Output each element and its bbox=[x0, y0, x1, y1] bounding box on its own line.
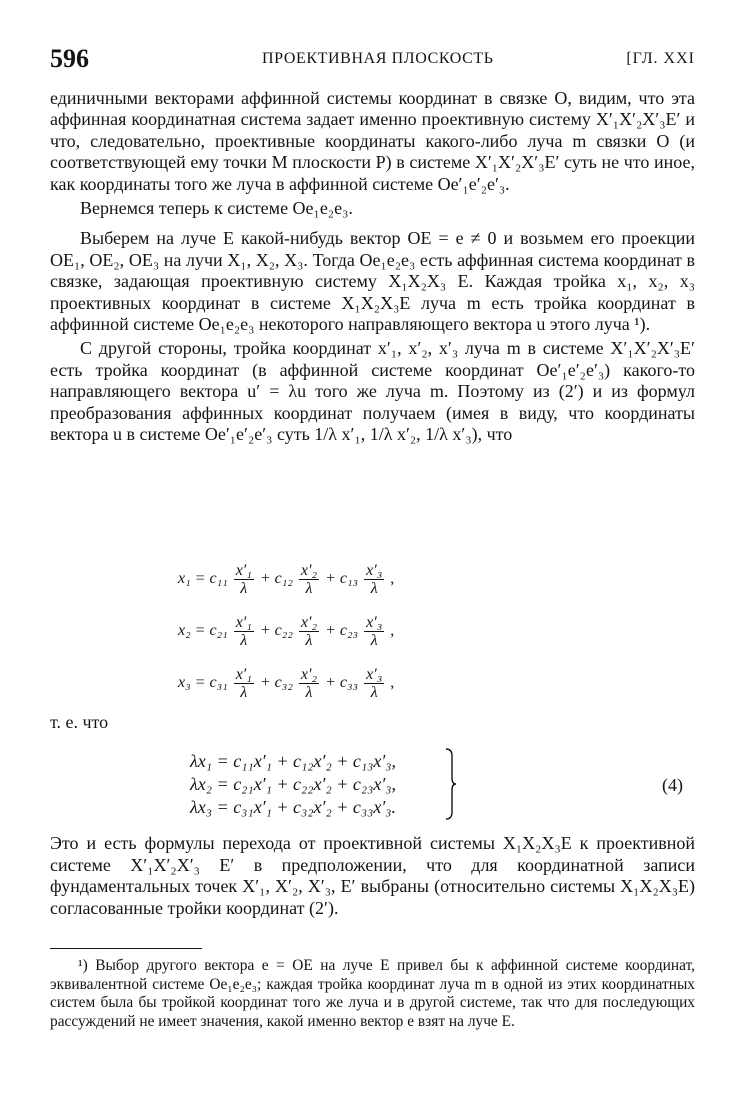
system-line: λx₁ = c₁₁x′₁ + c₁₂x′₂ + c₁₃x′₃, bbox=[190, 751, 397, 771]
chapter-label: [ГЛ. XXI bbox=[626, 50, 695, 67]
fraction: $\frac{\text{x′₂}}{\lambda}$ bbox=[300, 614, 318, 649]
fraction: $\frac{\text{x′₃}}{\lambda}$ bbox=[366, 614, 383, 649]
equation-row: x₃ = c₃₁ $\frac{\text{x′₁}}{\lambda}$ + c₃₂ $\frac{\text{x′₂}}{\lambda}$ + c₃₃ $\frac{\text{x′₃}}{\lambda}$ , bbox=[178, 666, 395, 701]
footnote-rule bbox=[50, 948, 202, 949]
paragraph-3: Выберем на луче E какой-нибудь вектор OE = e ≠ 0 и возьмем его проекции OE₁, OE₂, OE₃ на лучи X₁, X₂, X₃. Тогда Oe₁e₂e₃ есть аффинная система координат в связке, задающая проективную систему X₁X₂X₃ E. Каждая тройка x₁, x₂, x₃ проективных координат в системе X₁X₂X₃E луча m есть тройка координат в аффинной системе Oe₁e₂e₃ некоторого направляющего вектора u этого луча ¹). bbox=[50, 228, 695, 335]
running-title: ПРОЕКТИВНАЯ ПЛОСКОСТЬ bbox=[262, 50, 494, 67]
te-label: т. е. что bbox=[50, 712, 109, 732]
equation-lhs: x₃ = c₃₁ bbox=[178, 674, 228, 692]
footnote: ¹) Выбор другого вектора e = OE на луче E привел бы к аффинной системе координат, эквивалентной системе Oe₁e₂e₃; каждая тройка координат луча m в одной из этих координатных систем была бы тройкой координат того же луча и в другой системе, так что для последующих рассуждений не имеет значения, какой именно вектор e взят на луче E. bbox=[50, 957, 695, 1030]
page-number: 596 bbox=[50, 44, 89, 73]
equation-row: x₁ = c₁₁ $\frac{\text{x′₁}}{\lambda}$ + c₁₂ $\frac{\text{x′₂}}{\lambda}$ + c₁₃ $\frac{\text{x′₃}}{\lambda}$ , bbox=[178, 562, 395, 597]
fraction: $\frac{\text{x′₁}}{\lambda}$ bbox=[235, 562, 252, 597]
equation-lhs: x₁ = c₁₁ bbox=[178, 570, 228, 588]
system-line: λx₃ = c₃₁x′₁ + c₃₂x′₂ + c₃₃x′₃. bbox=[190, 797, 397, 817]
equation-number: (4) bbox=[662, 775, 683, 795]
paragraph-2: Вернемся теперь к системе Oe₁e₂e₃. bbox=[80, 198, 353, 219]
paragraph-4: С другой стороны, тройка координат x′₁, x′₂, x′₃ луча m в системе X′₁X′₂X′₃E′ есть тройка координат (в аффинной системе координат Oe′₁e′₂e′₃) какого-то направляющего вектора u′ = λu того же луча m. Поэтому из (2′) и из формул преобразования аффинных координат получаем (имея в виду, что координаты вектора u в системе Oe′₁e′₂e′₃ суть 1/λ x′₁, 1/λ x′₂, 1/λ x′₃), что bbox=[50, 338, 695, 445]
main-text bbox=[50, 88, 695, 446]
fraction: $\frac{\text{x′₃}}{\lambda}$ bbox=[366, 666, 383, 701]
system-line: λx₂ = c₂₁x′₁ + c₂₂x′₂ + c₂₃x′₃, bbox=[190, 774, 397, 794]
fraction: $\frac{\text{x′₁}}{\lambda}$ bbox=[235, 614, 252, 649]
fraction: $\frac{\text{x′₁}}{\lambda}$ bbox=[235, 666, 252, 701]
conclusion-paragraph: Это и есть формулы перехода от проективной системы X₁X₂X₃E к проективной системе X′₁X′₂X′₃ E′ в предположении, что для координатной записи фундаментальных точек X′₁, X′₂, X′₃, E′ выбраны (относительно системы X₁X₂X₃E) согласованные тройки координат (2′). bbox=[50, 833, 695, 918]
equation-row: x₂ = c₂₁ $\frac{\text{x′₁}}{\lambda}$ + c₂₂ $\frac{\text{x′₂}}{\lambda}$ + c₂₃ $\frac{\text{x′₃}}{\lambda}$ , bbox=[178, 614, 395, 649]
equation-lhs: x₂ = c₂₁ bbox=[178, 622, 228, 640]
fraction: $\frac{\text{x′₃}}{\lambda}$ bbox=[366, 562, 383, 597]
fraction: $\frac{\text{x′₂}}{\lambda}$ bbox=[300, 562, 318, 597]
fraction: $\frac{\text{x′₂}}{\lambda}$ bbox=[300, 666, 318, 701]
equation-system bbox=[190, 750, 396, 819]
page-header bbox=[50, 44, 695, 74]
paragraph-1: единичными векторами аффинной системы координат в связке O, видим, что эта аффинная координатная система задает именно проективную систему X′₁X′₂X′₃E′ и что, следовательно, проективные координаты какого-либо луча m связки O (и соответствующей ему точки M плоскости P) в системе X′₁X′₂X′₃E′ суть не что иное, как координаты того же луча в аффинной системе Oe′₁e′₂e′₃. bbox=[50, 88, 695, 194]
right-brace-icon bbox=[445, 748, 457, 820]
